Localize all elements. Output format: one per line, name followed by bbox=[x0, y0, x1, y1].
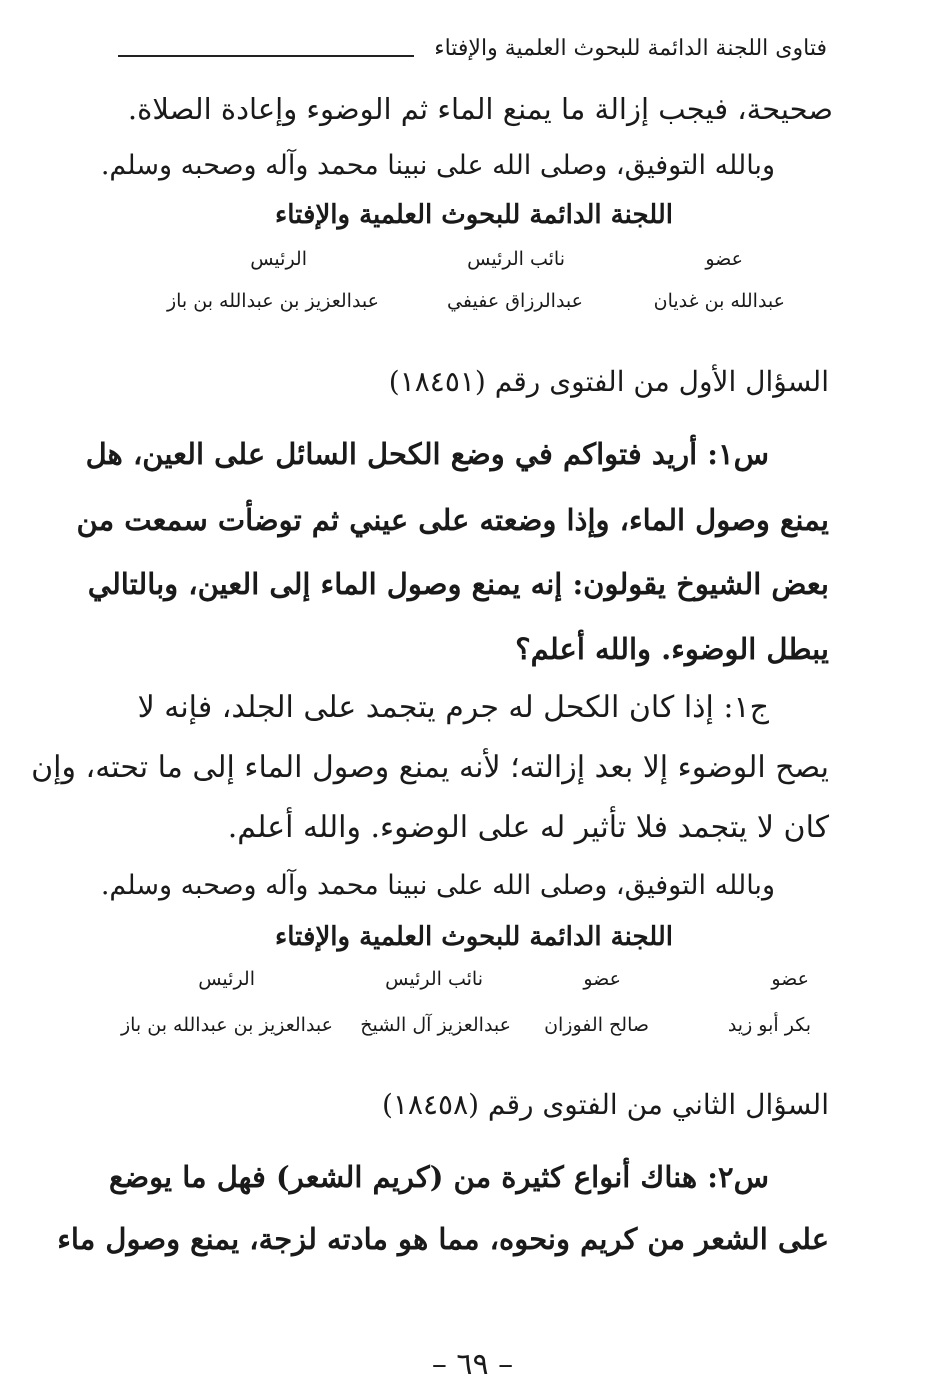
header-rule bbox=[118, 55, 414, 57]
signatory-name: عبدالرزاق عفيفي bbox=[447, 290, 583, 312]
signatory-role: نائب الرئيس bbox=[385, 968, 483, 990]
continuation-line: صحيحة، فيجب إزالة ما يمنع الماء ثم الوضوء وإعادة الصلاة. bbox=[127, 92, 833, 126]
signatory-role: الرئيس bbox=[198, 968, 255, 990]
running-header-title: فتاوى اللجنة الدائمة للبحوث العلمية والإفتاء bbox=[434, 36, 827, 61]
question-title: السؤال الأول من الفتوى رقم (١٨٤٥١) bbox=[388, 365, 829, 398]
question-line: يمنع وصول الماء، وإذا وضعته على عيني ثم توضأت سمعت من bbox=[76, 503, 829, 537]
committee-name: اللجنة الدائمة للبحوث العلمية والإفتاء bbox=[275, 922, 673, 952]
signatory-name: صالح الفوزان bbox=[544, 1014, 649, 1036]
question-line: على الشعر من كريم ونحوه، مما هو مادته لزجة، يمنع وصول ماء bbox=[57, 1222, 829, 1256]
committee-name: اللجنة الدائمة للبحوث العلمية والإفتاء bbox=[275, 200, 673, 230]
signatory-role: عضو bbox=[771, 968, 809, 990]
signatory-name: عبدالله بن غديان bbox=[653, 290, 785, 312]
signatory-role: الرئيس bbox=[250, 248, 307, 270]
page-number: – ٦٩ – bbox=[431, 1347, 514, 1382]
question-line: س١: أريد فتواكم في وضع الكحل السائل على العين، هل bbox=[85, 437, 769, 471]
answer-line: ج١: إذا كان الكحل له جرم يتجمد على الجلد، فإنه لا bbox=[137, 690, 769, 725]
question-line: بعض الشيوخ يقولون: إنه يمنع وصول الماء إلى العين، وبالتالي bbox=[87, 567, 829, 601]
answer-line: يصح الوضوء إلا بعد إزالته؛ لأنه يمنع وصول الماء إلى ما تحته، وإن bbox=[31, 750, 829, 785]
closing-prayer: وبالله التوفيق، وصلى الله على نبينا محمد وآله وصحبه وسلم. bbox=[100, 150, 775, 181]
signatory-name: بكر أبو زيد bbox=[727, 1014, 811, 1036]
signatory-role: عضو bbox=[705, 248, 743, 270]
signatory-role: عضو bbox=[583, 968, 621, 990]
closing-prayer: وبالله التوفيق، وصلى الله على نبينا محمد وآله وصحبه وسلم. bbox=[100, 870, 775, 901]
question-line: يبطل الوضوء. والله أعلم؟ bbox=[515, 632, 829, 666]
signatory-name: عبدالعزيز بن عبدالله بن باز bbox=[166, 290, 379, 312]
answer-line: كان لا يتجمد فلا تأثير له على الوضوء. والله أعلم. bbox=[227, 810, 829, 845]
signatory-role: نائب الرئيس bbox=[467, 248, 565, 270]
question-line: س٢: هناك أنواع كثيرة من (كريم الشعر) فهل ما يوضع bbox=[109, 1160, 769, 1194]
signatory-name: عبدالعزيز بن عبدالله بن باز bbox=[120, 1014, 333, 1036]
question-title: السؤال الثاني من الفتوى رقم (١٨٤٥٨) bbox=[381, 1088, 829, 1121]
signatory-name: عبدالعزيز آل الشيخ bbox=[360, 1014, 511, 1036]
